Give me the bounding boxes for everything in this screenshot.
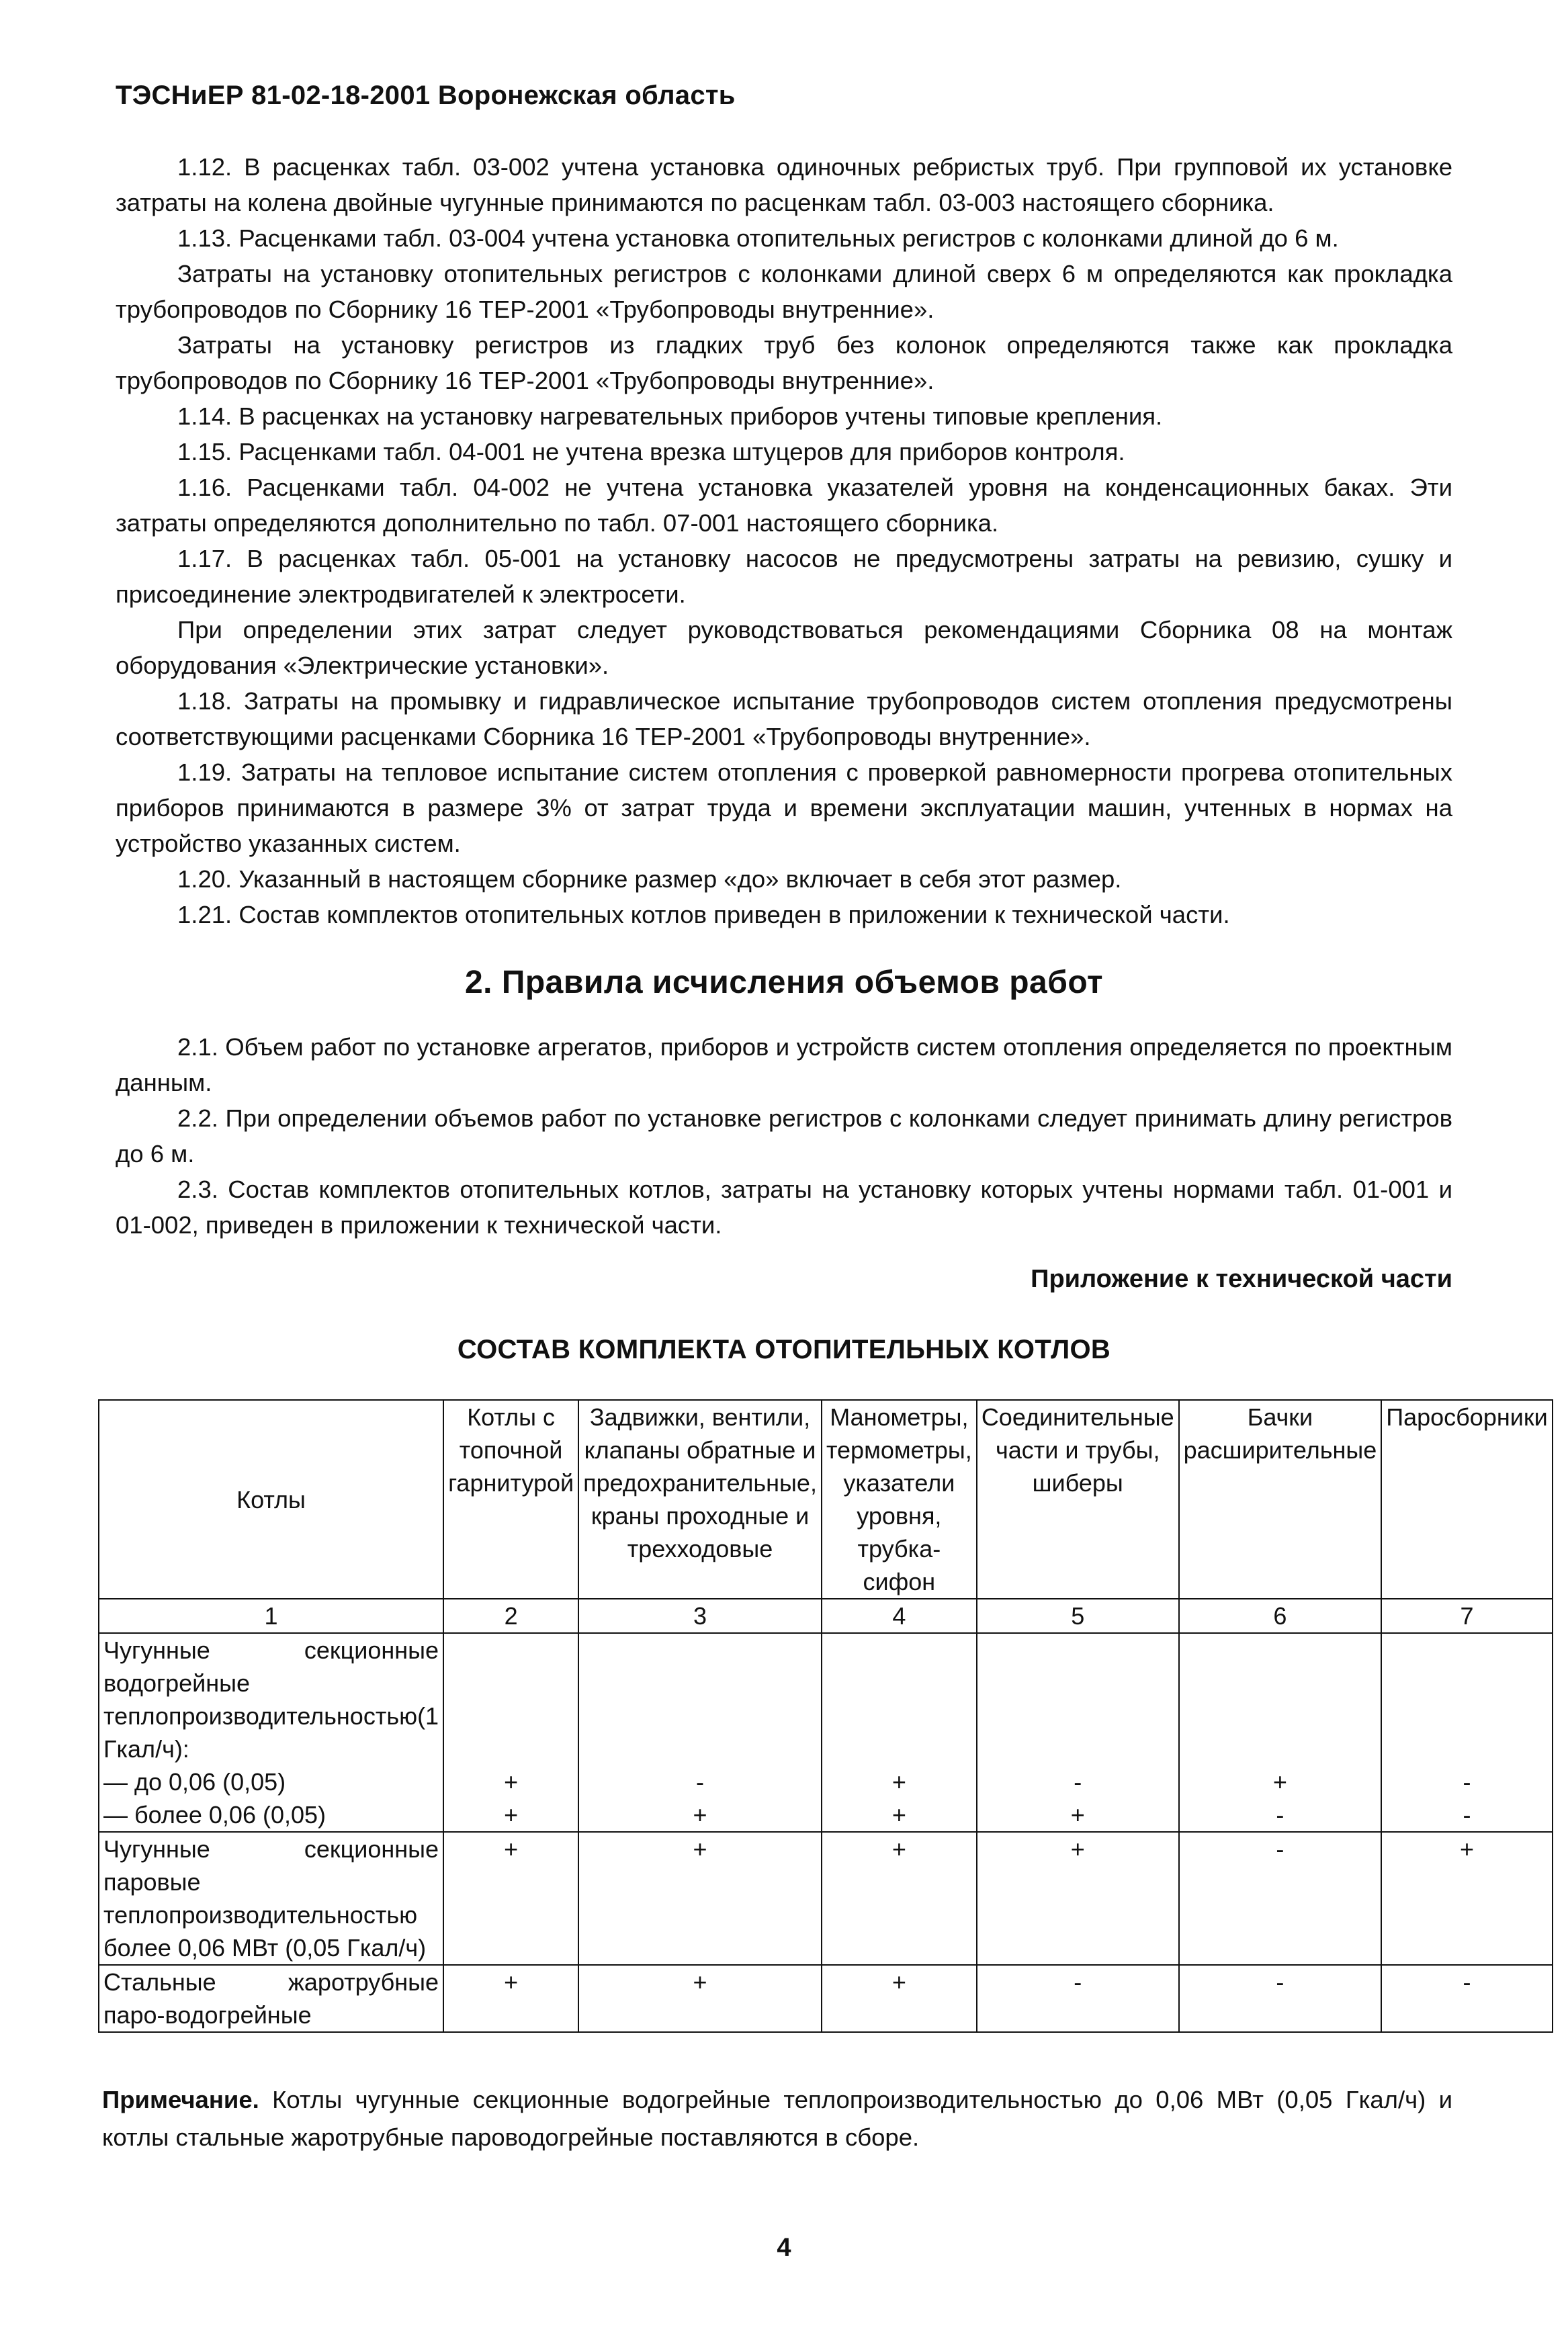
paragraph: Затраты на установку регистров из гладких труб без колонок определяются также как прокладка трубопроводов по Сборнику 16 ТЕР-2001 «Трубопроводы внутренние». xyxy=(116,331,1452,394)
mark-cell: + xyxy=(578,1832,822,1965)
appendix-label: Приложение к технической части xyxy=(1031,1265,1452,1293)
column-number: 3 xyxy=(578,1599,822,1633)
mark: + xyxy=(1272,1768,1287,1796)
paragraph: Затраты на установку отопительных регистров с колонками длиной сверх 6 м определяются как прокладка трубопроводов по Сборнику 16 ТЕР-2001 «Трубопроводы внутренние». xyxy=(116,260,1452,323)
boiler-type-cell xyxy=(99,1633,443,1832)
column-number: 4 xyxy=(822,1599,977,1633)
paragraph: 1.16. Расценками табл. 04-002 не учтена установка указателей уровня на конденсационных баках. Эти затраты определяются дополнительно по табл. 07-001 настоящего сборника. xyxy=(116,474,1452,537)
table-row xyxy=(99,1633,1553,1832)
paragraph: 1.15. Расценками табл. 04-001 не учтена врезка штуцеров для приборов контроля. xyxy=(177,438,1125,466)
column-header: Соединительные части и трубы, шиберы xyxy=(977,1400,1179,1599)
mark-cell: + xyxy=(822,1965,977,2032)
mark-cell: - xyxy=(977,1965,1179,2032)
mark: + xyxy=(1070,1801,1085,1829)
mark: + xyxy=(891,1801,906,1829)
paragraph: 1.20. Указанный в настоящем сборнике размер «до» включает в себя этот размер. xyxy=(177,865,1122,893)
document-header: ТЭСНиЕР 81-02-18-2001 Воронежская область xyxy=(116,81,736,110)
table-header-row xyxy=(99,1400,1553,1599)
boiler-type-cell: Стальные жаротрубные паро-водогрейные xyxy=(99,1965,443,2032)
mark-cell: + xyxy=(443,1832,578,1965)
mark-cell: + xyxy=(443,1965,578,2032)
mark: + xyxy=(693,1801,707,1829)
paragraph: 2.3. Состав комплектов отопительных котлов, затраты на установку которых учтены нормами табл. 01-001 и 01-002, приведен в приложении к технической части. xyxy=(116,1176,1452,1239)
section-heading: 2. Правила исчисления объемов работ xyxy=(464,965,1104,1000)
column-number: 6 xyxy=(1179,1599,1382,1633)
paragraph: 1.12. В расценках табл. 03-002 учтена установка одиночных ребристых труб. При групповой их установке затраты на колена двойные чугунные принимаются по расценкам табл. 03-003 настоящего сборника. xyxy=(116,153,1452,216)
paragraph: 2.1. Объем работ по установке агрегатов, приборов и устройств систем отопления определяется по проектным данным. xyxy=(116,1033,1452,1096)
note-text: Котлы чугунные секционные водогрейные теплопроизводительностью до 0,06 МВт (0,05 Гкал/ч) и котлы стальные жаротрубные пароводогрейные поставляются в сборе. xyxy=(102,2086,1452,2151)
mark-cell: + xyxy=(578,1965,822,2032)
page-number: 4 xyxy=(777,2234,791,2262)
boiler-kit-table xyxy=(98,1399,1553,2033)
mark-cell xyxy=(822,1633,977,1832)
paragraph: 1.18. Затраты на промывку и гидравлическое испытание трубопроводов систем отопления предусмотрены соответствующими расценками Сборника 16 ТЕР-2001 «Трубопроводы внутренние». xyxy=(116,687,1452,750)
mark: - xyxy=(1463,1768,1471,1796)
paragraph: 1.21. Состав комплектов отопительных котлов приведен в приложении к технической части. xyxy=(177,901,1230,928)
mark-cell: - xyxy=(1179,1965,1382,2032)
column-number: 2 xyxy=(443,1599,578,1633)
column-number-row xyxy=(99,1599,1553,1633)
mark-cell xyxy=(578,1633,822,1832)
mark-cell: - xyxy=(1381,1965,1552,2032)
column-number: 1 xyxy=(99,1599,443,1633)
column-header: Манометры, термометры, указатели уровня, трубка-сифон xyxy=(822,1400,977,1599)
paragraph: При определении этих затрат следует руководствоваться рекомендациями Сборника 08 на монтаж оборудования «Электрические установки». xyxy=(116,616,1452,679)
boiler-subtype: — до 0,06 (0,05) xyxy=(103,1768,286,1796)
column-number: 7 xyxy=(1381,1599,1552,1633)
table-row xyxy=(99,1832,1553,1965)
paragraph: 1.17. В расценках табл. 05-001 на установку насосов не предусмотрены затраты на ревизию, сушку и присоединение электродвигателей к электросети. xyxy=(116,545,1452,608)
boiler-subtype: — более 0,06 (0,05) xyxy=(103,1801,326,1829)
paragraph: 1.14. В расценках на установку нагревательных приборов учтены типовые крепления. xyxy=(177,402,1163,430)
mark-cell xyxy=(977,1633,1179,1832)
paragraph: 1.13. Расценками табл. 03-004 учтена установка отопительных регистров с колонками длиной до 6 м. xyxy=(177,224,1339,252)
mark-cell xyxy=(443,1633,578,1832)
column-header: Котлы с топочной гарнитурой xyxy=(443,1400,578,1599)
mark: - xyxy=(1074,1768,1082,1796)
column-header: Паросборники xyxy=(1381,1400,1552,1599)
table-row xyxy=(99,1965,1553,2032)
mark: - xyxy=(1276,1801,1284,1829)
mark-cell: - xyxy=(1179,1832,1382,1965)
mark: + xyxy=(891,1768,906,1796)
boiler-type-cell: Чугунные секционные паровые теплопроизводительностью более 0,06 МВт (0,05 Гкал/ч) xyxy=(99,1832,443,1965)
paragraph: 2.2. При определении объемов работ по установке регистров с колонками следует принимать длину регистров до 6 м. xyxy=(116,1104,1452,1168)
paragraph: 1.19. Затраты на тепловое испытание систем отопления с проверкой равномерности прогрева отопительных приборов принимаются в размере 3% от затрат труда и времени эксплуатации машин, учтенных в нормах на устройство указанных систем. xyxy=(116,758,1452,857)
table-title: СОСТАВ КОМПЛЕКТА ОТОПИТЕЛЬНЫХ КОТЛОВ xyxy=(457,1335,1111,1364)
mark-cell: + xyxy=(1381,1832,1552,1965)
column-header: Бачки расширительные xyxy=(1179,1400,1382,1599)
mark: - xyxy=(696,1768,705,1796)
note-label: Примечание. xyxy=(102,2086,259,2113)
table-note xyxy=(102,2081,1452,2156)
column-header: Котлы xyxy=(99,1400,443,1599)
section-2-text xyxy=(116,1029,1452,1243)
mark-cell xyxy=(1179,1633,1382,1832)
column-header: Задвижки, вентили, клапаны обратные и предохранительные, краны проходные и трехходовые xyxy=(578,1400,822,1599)
column-number: 5 xyxy=(977,1599,1179,1633)
mark-cell: + xyxy=(977,1832,1179,1965)
mark: + xyxy=(504,1768,519,1796)
mark: - xyxy=(1463,1801,1471,1829)
mark-cell: + xyxy=(822,1832,977,1965)
mark: + xyxy=(504,1801,519,1829)
boiler-group-name: Чугунные секционные водогрейные теплопроизводительностью(1 Гкал/ч): xyxy=(103,1636,439,1763)
technical-part-text xyxy=(116,149,1452,932)
mark-cell xyxy=(1381,1633,1552,1832)
